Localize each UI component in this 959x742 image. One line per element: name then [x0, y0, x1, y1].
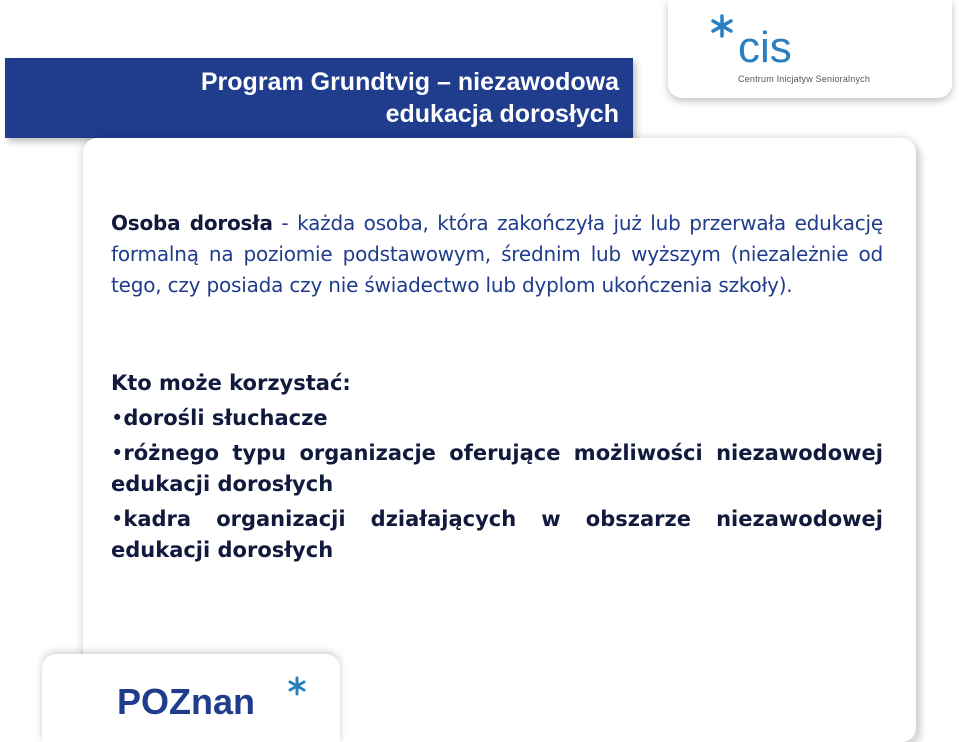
bullet-icon: • [111, 507, 124, 531]
title-banner [5, 58, 633, 138]
definition-paragraph [111, 208, 883, 301]
definition-term: Osoba dorosła [111, 211, 273, 235]
poznan-logo-card [42, 654, 340, 742]
cis-logo [710, 14, 820, 74]
definition-text: - każda osoba, która zakończyła już lub przerwała edukację formalną na poziomie podstawowym, średnim lub wyższym (niezależnie od tego, czy posiada czy nie świadectwo lub dyplom ukończenia szkoły). [111, 211, 884, 297]
eligibility-item-3: kadra organizacji działających w obszarze niezawodowej edukacji dorosłych [111, 507, 883, 562]
cis-logo-card [668, 0, 952, 98]
cis-wordmark: cis [738, 23, 792, 72]
poznan-logo [117, 674, 317, 724]
eligibility-item-1: dorośli słuchacze [123, 406, 328, 430]
page-title-line-1: Program Grundtvig – niezawodowa [200, 68, 619, 96]
asterisk-icon [290, 678, 304, 694]
page-title-line-2: edukacja dorosłych [385, 100, 619, 128]
bullet-icon: • [111, 441, 124, 465]
asterisk-icon [713, 16, 731, 36]
cis-caption: Centrum Inicjatyw Senioralnych [738, 74, 871, 84]
eligibility-item-2: różnego typu organizacje oferujące możliwości niezawodowej edukacji dorosłych [111, 441, 883, 496]
list-item [111, 504, 883, 566]
poznan-wordmark: POZnan [117, 681, 256, 722]
bullet-icon: • [111, 406, 124, 430]
list-item [111, 438, 883, 500]
eligibility-section [111, 368, 883, 570]
eligibility-heading: Kto może korzystać: [111, 371, 351, 395]
list-item [111, 403, 883, 434]
